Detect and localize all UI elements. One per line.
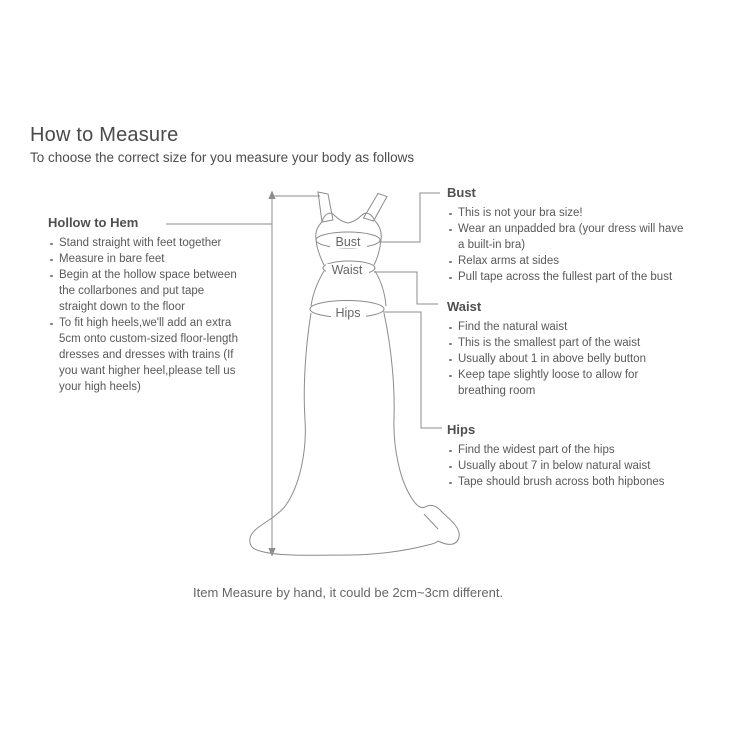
list-item-text: Tape should brush across both hipbones (458, 476, 665, 488)
list-item (447, 221, 693, 253)
dress-waist-label: Waist (331, 263, 363, 277)
list-item-text: Usually about 7 in below natural waist (458, 460, 651, 472)
list-item (48, 235, 244, 251)
arrow-up-icon (268, 191, 275, 200)
list-item (48, 267, 244, 315)
list-item-text: Pull tape across the fullest part of the bust (458, 271, 673, 283)
bust-leader-line (379, 193, 440, 242)
dress-hem (260, 541, 438, 555)
page-subtitle: To choose the correct size for you measure your body as follows (30, 150, 415, 165)
bullet-dot-icon (447, 221, 458, 231)
bullet-dot-icon (48, 315, 59, 325)
bullet-dot-icon (447, 474, 458, 484)
list-item-text: Stand straight with feet together (59, 237, 222, 249)
bullet-dot-icon (447, 367, 458, 377)
list-item-text: Begin at the hollow space between the collarbones and put tape straight down to the floor (59, 269, 237, 313)
list-item-text: Find the natural waist (458, 321, 568, 333)
list-item (447, 367, 687, 399)
list-item (447, 319, 687, 335)
list-item-text: This is not your bra size! (458, 207, 583, 219)
list-item (447, 205, 693, 221)
hips-heading: Hips (447, 422, 476, 437)
list-item-text: To fit high heels,we'll add an extra 5cm onto custom-sized floor-length dresses and dresses with trains (If you want higher heel,please tell us your high heels) (59, 317, 238, 393)
list-item (447, 269, 693, 285)
bullet-dot-icon (48, 267, 59, 277)
dress-waist-to-hips-left (311, 271, 324, 306)
list-item (447, 351, 687, 367)
section-hollow-to-hem (48, 215, 244, 395)
dress-neckline (322, 213, 375, 223)
bullet-dot-icon (447, 351, 458, 361)
list-item (447, 474, 699, 490)
dress-waist-to-hips-right (375, 271, 386, 306)
list-item (447, 253, 693, 269)
page-title: How to Measure (30, 124, 179, 146)
bullet-dot-icon (447, 269, 458, 279)
bullet-dot-icon (48, 251, 59, 261)
dress-skirt-left (250, 313, 311, 551)
hips-leader-line (383, 312, 442, 428)
list-item (447, 442, 699, 458)
list-item (48, 251, 244, 267)
list-item-text: Relax arms at sides (458, 255, 559, 267)
section-bust (447, 185, 693, 285)
waist-leader-line (374, 272, 438, 304)
bullet-dot-icon (447, 319, 458, 329)
list-item-text: Measure in bare feet (59, 253, 165, 265)
list-item-text: This is the smallest part of the waist (458, 337, 641, 349)
dress-hips-label: Hips (335, 306, 361, 320)
list-item (447, 335, 687, 351)
bullet-dot-icon (447, 205, 458, 215)
waist-heading: Waist (447, 299, 482, 314)
dress-train-fold (424, 514, 438, 529)
bullet-dot-icon (447, 458, 458, 468)
list-item-text: Find the widest part of the hips (458, 444, 615, 456)
bust-heading: Bust (447, 185, 476, 200)
bullet-dot-icon (447, 442, 458, 452)
list-item-text: Keep tape slightly loose to allow for breathing room (458, 369, 639, 397)
arrow-down-icon (268, 548, 275, 557)
dress-left-strap (318, 192, 333, 222)
bullet-dot-icon (447, 253, 458, 263)
list-item (48, 315, 244, 395)
list-item-text: Usually about 1 in above belly button (458, 353, 646, 365)
list-item (447, 458, 699, 474)
dress-bust-label: Bust (335, 235, 361, 249)
bullet-dot-icon (48, 235, 59, 245)
dress-right-strap (364, 194, 388, 222)
section-hips (447, 422, 699, 490)
measure-disclaimer: Item Measure by hand, it could be 2cm~3cm different. (193, 585, 504, 600)
bullet-dot-icon (447, 335, 458, 345)
section-waist (447, 299, 687, 399)
hollow-to-hem-heading: Hollow to Hem (48, 215, 139, 230)
list-item-text: Wear an unpadded bra (your dress will have a built-in bra) (458, 223, 684, 251)
